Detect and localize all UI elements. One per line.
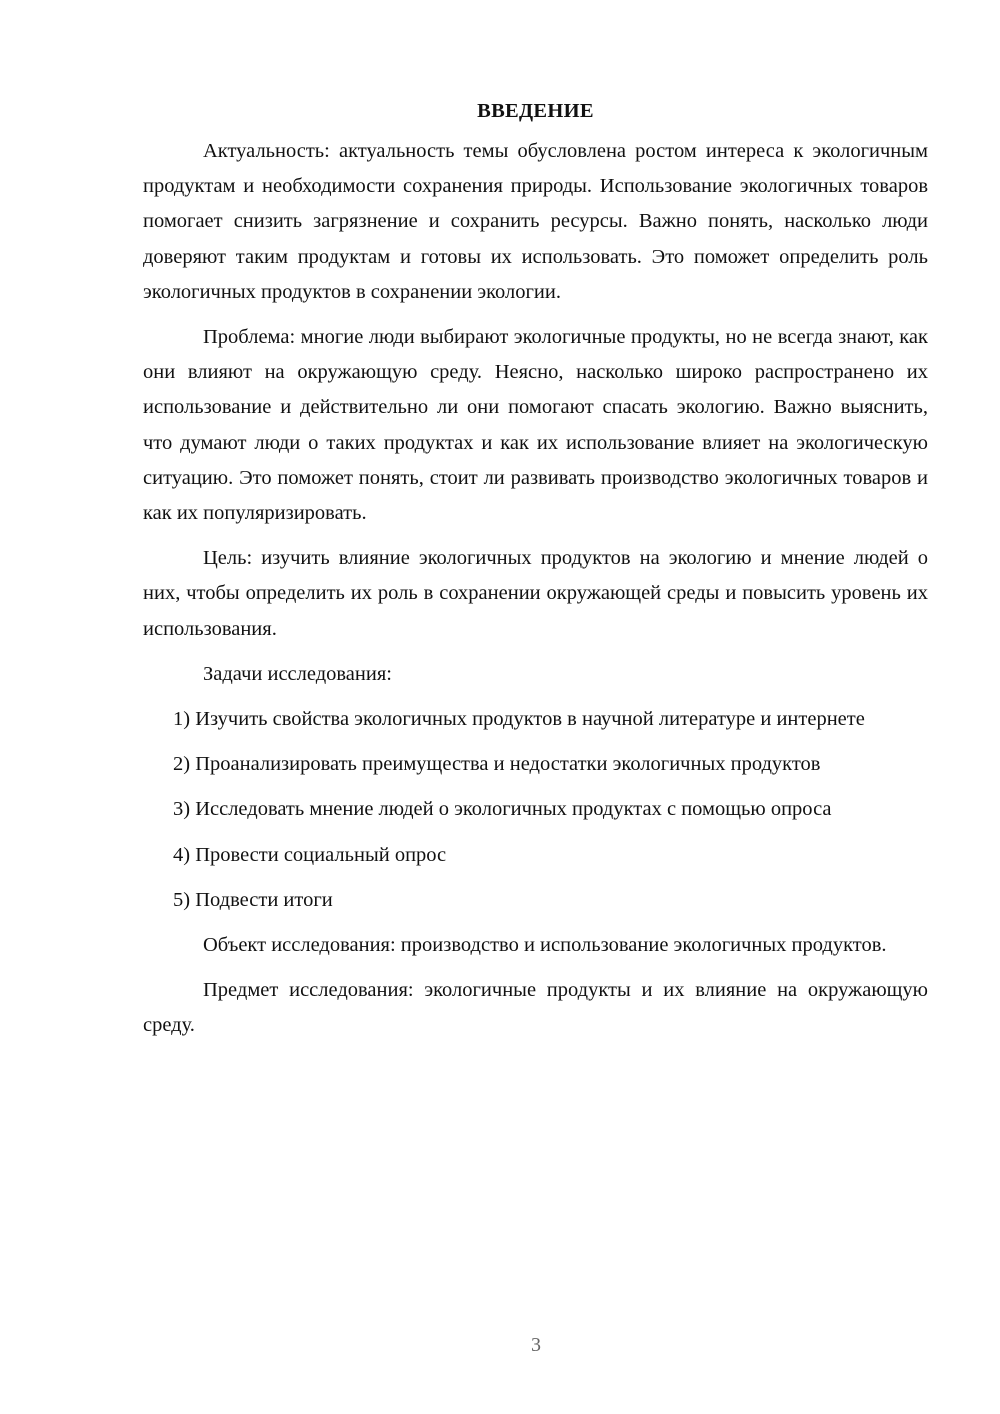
relevance-paragraph: Актуальность: актуальность темы обусловлена ростом интереса к экологичным продуктам и необходимости сохранения природы. Использование экологичных товаров помогает снизить загрязнение и сохранить ресурсы. Важно понять, насколько люди доверяют таким продуктам и готовы их использовать. Это поможет определить роль экологичных продуктов в сохранении экологии. — [143, 140, 928, 303]
tasks-list — [143, 702, 928, 918]
tasks-heading: Задачи исследования: — [203, 662, 392, 685]
goal-paragraph: Цель: изучить влияние экологичных продуктов на экологию и мнение людей о них, чтобы определить их роль в сохранении окружающей среды и повысить уровень их использования. — [143, 547, 928, 640]
page-title: ВВЕДЕНИЕ — [477, 100, 594, 122]
subject-paragraph: Предмет исследования: экологичные продукты и их влияние на окружающую среду. — [143, 979, 928, 1037]
task-item-3: 3) Исследовать мнение людей о экологичных продуктах с помощью опроса — [173, 798, 832, 821]
page-content — [143, 92, 928, 1054]
page-number: 3 — [531, 1334, 541, 1356]
task-item-1: 1) Изучить свойства экологичных продуктов в научной литературе и интернете — [173, 708, 865, 731]
task-item-4: 4) Провести социальный опрос — [173, 843, 447, 866]
problem-paragraph: Проблема: многие люди выбирают экологичные продукты, но не всегда знают, как они влияют на окружающую среду. Неясно, насколько широко распространено их использование и действительно ли они помогают спасать экологию. Важно выяснить, что думают люди о таких продуктах и как их использование влияет на экологическую ситуацию. Это поможет понять, стоит ли развивать производство экологичных товаров и как их популяризировать. — [143, 326, 928, 525]
task-item-2: 2) Проанализировать преимущества и недостатки экологичных продуктов — [173, 753, 821, 776]
task-item-5: 5) Подвести итоги — [173, 888, 333, 911]
object-paragraph: Объект исследования: производство и использование экологичных продуктов. — [203, 934, 887, 957]
